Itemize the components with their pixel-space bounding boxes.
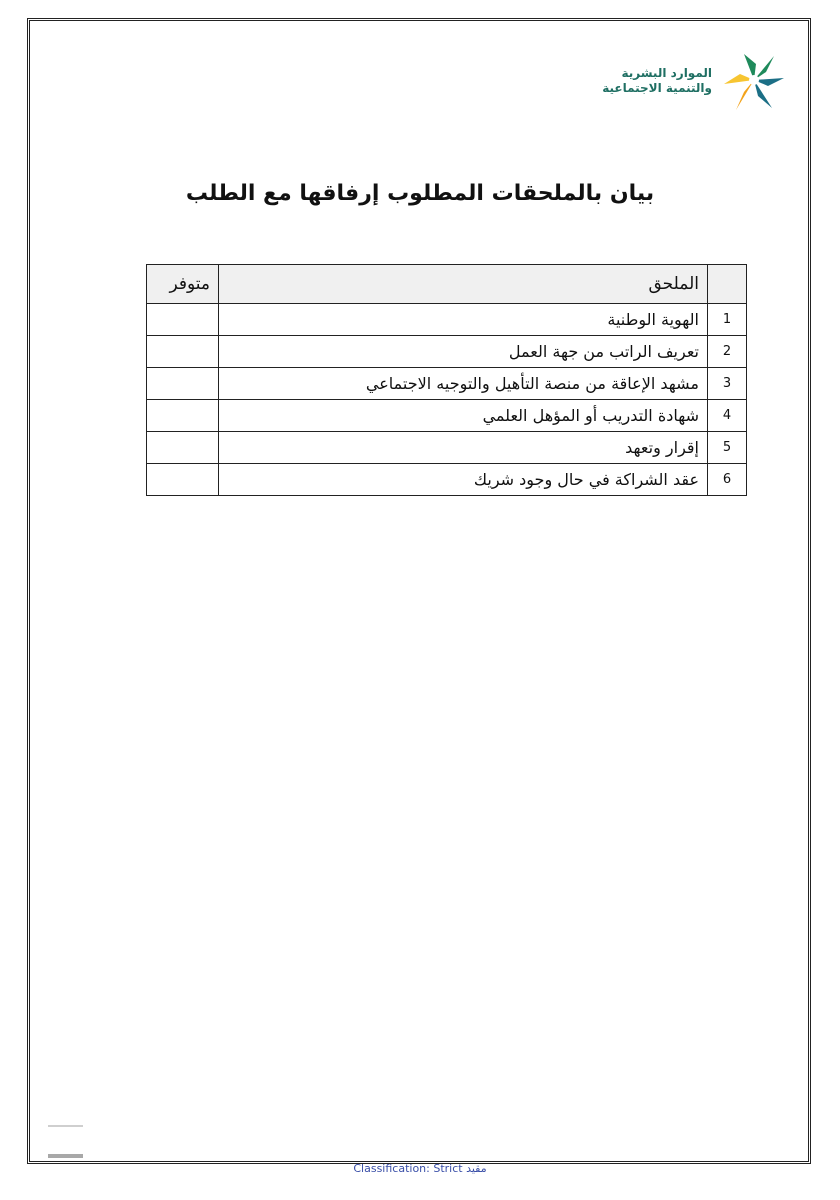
header-number [708,265,747,304]
document-title: بيان بالملحقات المطلوب إرفاقها مع الطلب [185,181,655,206]
row-attachment: مشهد الإعاقة من منصة التأهيل والتوجيه الاجتماعي [219,368,708,400]
row-attachment: الهوية الوطنية [219,304,708,336]
row-available-cell[interactable] [147,464,219,496]
table-row [147,304,747,336]
header-available: متوفر [147,265,219,304]
table-row [147,464,747,496]
row-attachment: شهادة التدريب أو المؤهل العلمي [219,400,708,432]
row-available-cell[interactable] [147,336,219,368]
row-attachment: تعريف الراتب من جهة العمل [219,336,708,368]
row-available-cell[interactable] [147,432,219,464]
ministry-logo [602,50,786,112]
row-available-cell[interactable] [147,400,219,432]
ministry-emblem-icon [722,50,786,112]
table-header-row [147,265,747,304]
classification-label: Classification: Strict مقيد [353,1162,487,1174]
row-number: 4 [708,400,747,432]
row-available-cell[interactable] [147,368,219,400]
row-attachment: إقرار وتعهد [219,432,708,464]
footer-divider-light [48,1125,83,1127]
row-number: 3 [708,368,747,400]
table-row [147,432,747,464]
header-attachment: الملحق [219,265,708,304]
row-number: 1 [708,304,747,336]
row-number: 5 [708,432,747,464]
logo-line-1: الموارد البشرية [621,66,712,80]
table-row [147,400,747,432]
table-row [147,368,747,400]
table-row [147,336,747,368]
row-available-cell[interactable] [147,304,219,336]
footer-divider-dark [48,1154,83,1158]
row-number: 2 [708,336,747,368]
row-attachment: عقد الشراكة في حال وجود شريك [219,464,708,496]
attachments-table [146,264,747,496]
row-number: 6 [708,464,747,496]
logo-line-2: والتنمية الاجتماعية [602,81,712,95]
